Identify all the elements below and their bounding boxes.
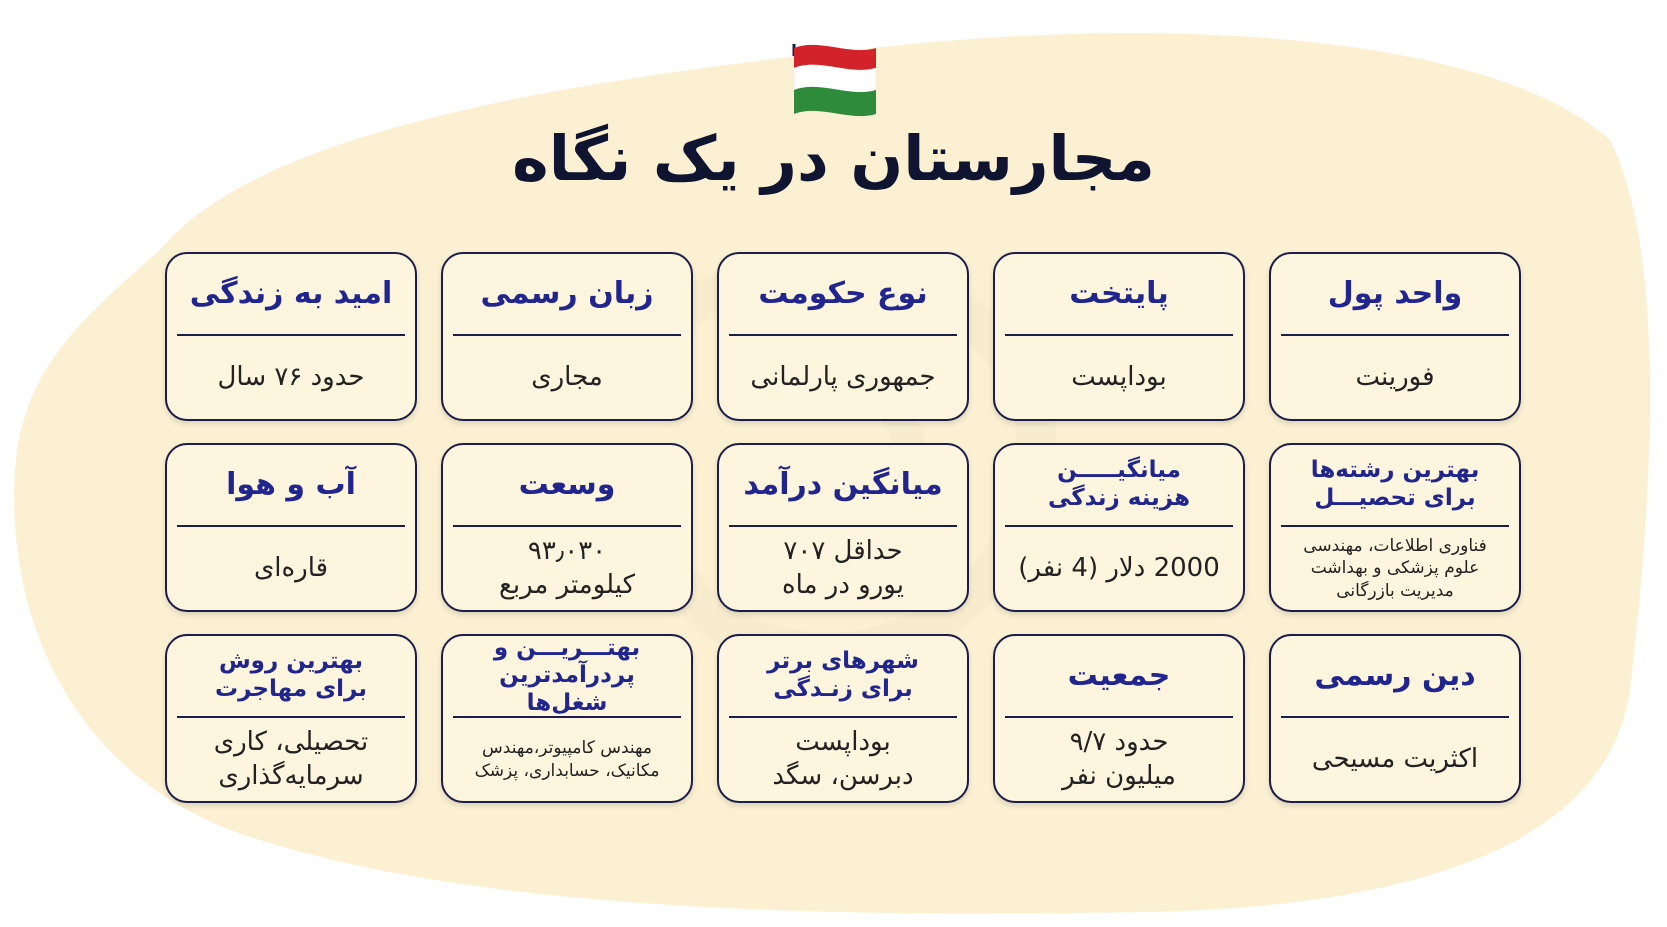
card-capital [993, 252, 1245, 421]
page-title: مجارستان در یک نگاه [512, 122, 1155, 195]
card-heading: دین رسمی [1281, 636, 1509, 718]
card-heading: میانگین درآمد [729, 445, 957, 527]
card-climate [165, 443, 417, 612]
card-heading: جمعیت [1005, 636, 1233, 718]
card-heading: نوع حکومت [729, 254, 957, 336]
card-government [717, 252, 969, 421]
card-value: حدود ۷۶ سال [217, 361, 365, 392]
card-top-cities [717, 634, 969, 803]
card-value: فناوری اطلاعات، مهندسی علوم پزشکی و بهداشت مدیریت بازرگانی [1303, 536, 1487, 601]
hungary-flag-icon [790, 42, 882, 134]
card-language [441, 252, 693, 421]
card-heading: واحد پول [1281, 254, 1509, 336]
card-best-jobs [441, 634, 693, 803]
card-heading: زبان رسمی [453, 254, 681, 336]
card-religion [1269, 634, 1521, 803]
card-income [717, 443, 969, 612]
card-value: اکثریت مسیحی [1311, 743, 1479, 774]
card-value: فورینت [1355, 361, 1435, 392]
card-value: حدود ۹/۷ میلیون نفر [1062, 726, 1176, 791]
card-heading: بهتـــریـــن و پردرآمدترین شغل‌ها [453, 636, 681, 718]
card-value: ۹۳٫۰۳۰ کیلومتر مربع [499, 535, 635, 600]
info-grid [165, 252, 1521, 803]
card-value: مهندس کامپیوتر،مهندس مکانیک، حسابداری، پزشک [474, 738, 660, 781]
card-value: بوداپست دبرسن، سگد [772, 726, 914, 791]
card-value: مجاری [531, 361, 603, 392]
card-population [993, 634, 1245, 803]
card-heading: بهترین رشته‌ها برای تحصیـــل [1281, 445, 1509, 527]
card-heading: بهترین روش برای مهاجرت [177, 636, 405, 718]
card-value: قاره‌ای [253, 552, 329, 583]
card-value: جمهوری پارلمانی [750, 361, 936, 392]
card-currency [1269, 252, 1521, 421]
card-life-expectancy [165, 252, 417, 421]
card-value: 2000 دلار (4 نفر) [1018, 552, 1220, 583]
card-heading: وسعت [453, 445, 681, 527]
card-value: بوداپست [1071, 361, 1167, 392]
card-heading: آب و هوا [177, 445, 405, 527]
card-heading: پایتخت [1005, 254, 1233, 336]
card-living-cost [993, 443, 1245, 612]
card-value: تحصیلی، کاری سرمایه‌گذاری [213, 726, 369, 791]
card-area [441, 443, 693, 612]
card-heading: میانگیـــــن هزینه زندگی [1005, 445, 1233, 527]
card-heading: امید به زندگی [177, 254, 405, 336]
card-value: حداقل ۷۰۷ یورو در ماه [782, 535, 904, 600]
card-immigration-method [165, 634, 417, 803]
card-best-fields [1269, 443, 1521, 612]
card-heading: شهرهای برتر برای زنـدگی [729, 636, 957, 718]
